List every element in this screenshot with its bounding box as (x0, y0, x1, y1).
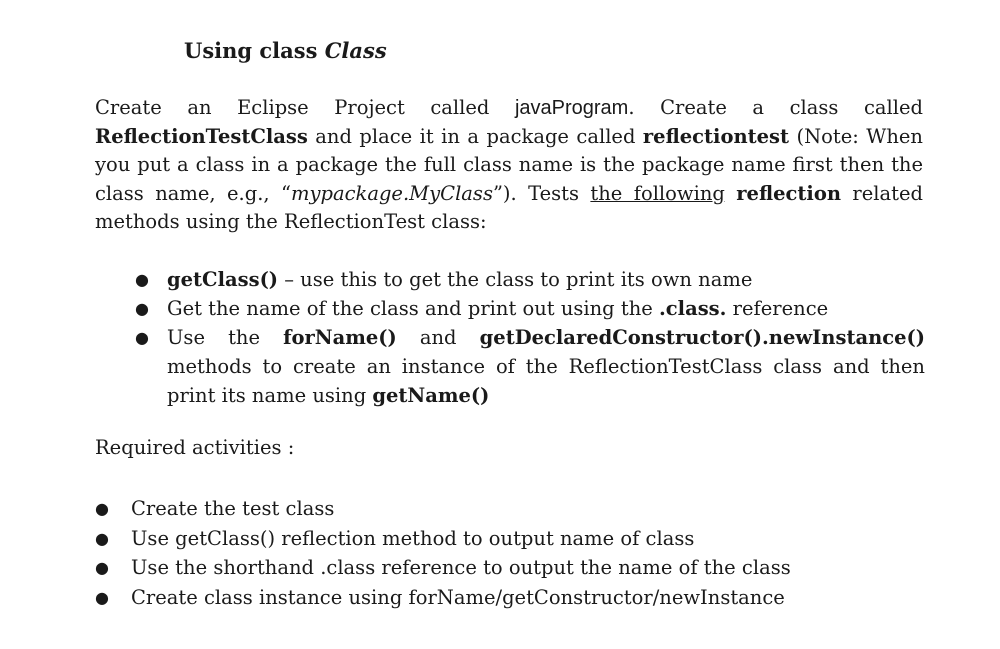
list-item-text: – use this to get the class to print its own name (278, 268, 753, 291)
bullet-icon: ● (135, 270, 149, 289)
class-name-bold: ReflectionTestClass (95, 124, 308, 148)
list-item (135, 294, 925, 323)
list-item (95, 524, 925, 554)
method-name-bold: forName() (283, 326, 397, 349)
intro-text: . Create a class called (628, 96, 923, 119)
list-item (135, 265, 925, 294)
list-item (95, 583, 925, 613)
list-item-text: methods to create an instance of the ReflectionTestClass class and then print its name using (167, 355, 925, 407)
project-name: javaProgram (514, 97, 629, 119)
reflection-bold: reflection (736, 181, 842, 205)
activities-list (95, 494, 925, 612)
method-name-bold: getDeclaredConstructor().newInstance() (479, 326, 925, 349)
required-activities-heading: Required activities : (95, 436, 295, 459)
intro-text (725, 182, 736, 205)
section-heading (184, 38, 387, 63)
bullet-icon: ● (95, 528, 109, 548)
list-item (135, 323, 925, 410)
class-reference-bold: .class. (659, 297, 727, 320)
bullet-icon: ● (95, 499, 109, 518)
list-item (95, 494, 925, 524)
list-item-text: Use the shorthand .class reference to output the name of the class (131, 556, 791, 579)
package-name-bold: reflectiontest (642, 124, 790, 148)
list-item-text: Use getClass() reflection method to output name of class (131, 526, 695, 550)
list-item-text: Create the test class (131, 497, 335, 520)
list-item (95, 553, 925, 583)
list-item-text: Get the name of the class and print out using the (167, 297, 659, 320)
heading-text: Using class (184, 38, 325, 63)
intro-text: (Note: When you put a class in a package the full class name is the package name first then the class name, e.g., “ (95, 124, 923, 205)
example-class-italic: mypackage.MyClass (290, 181, 493, 205)
bullet-icon: ● (135, 328, 149, 347)
list-item-text: and (396, 326, 480, 349)
list-item-text: Create class instance using forName/getConstructor/newInstance (131, 585, 785, 609)
bullet-icon: ● (95, 558, 109, 577)
bullet-icon: ● (135, 299, 149, 318)
intro-text: related methods using the ReflectionTest class: (95, 181, 923, 233)
list-item-text: Use the (167, 326, 284, 349)
intro-text: ”). Tests (492, 181, 591, 205)
intro-text: and place it in a package called (307, 124, 643, 148)
tests-list (135, 265, 925, 410)
underlined-text: the following (590, 181, 725, 205)
intro-text: Create an Eclipse Project called (95, 96, 515, 119)
heading-italic-class: Class (324, 38, 387, 63)
method-name-bold: getClass() (167, 268, 279, 291)
intro-paragraph (95, 94, 923, 237)
method-name-bold: getName() (372, 384, 490, 407)
bullet-icon: ● (95, 587, 109, 607)
list-item-text: reference (726, 297, 829, 320)
